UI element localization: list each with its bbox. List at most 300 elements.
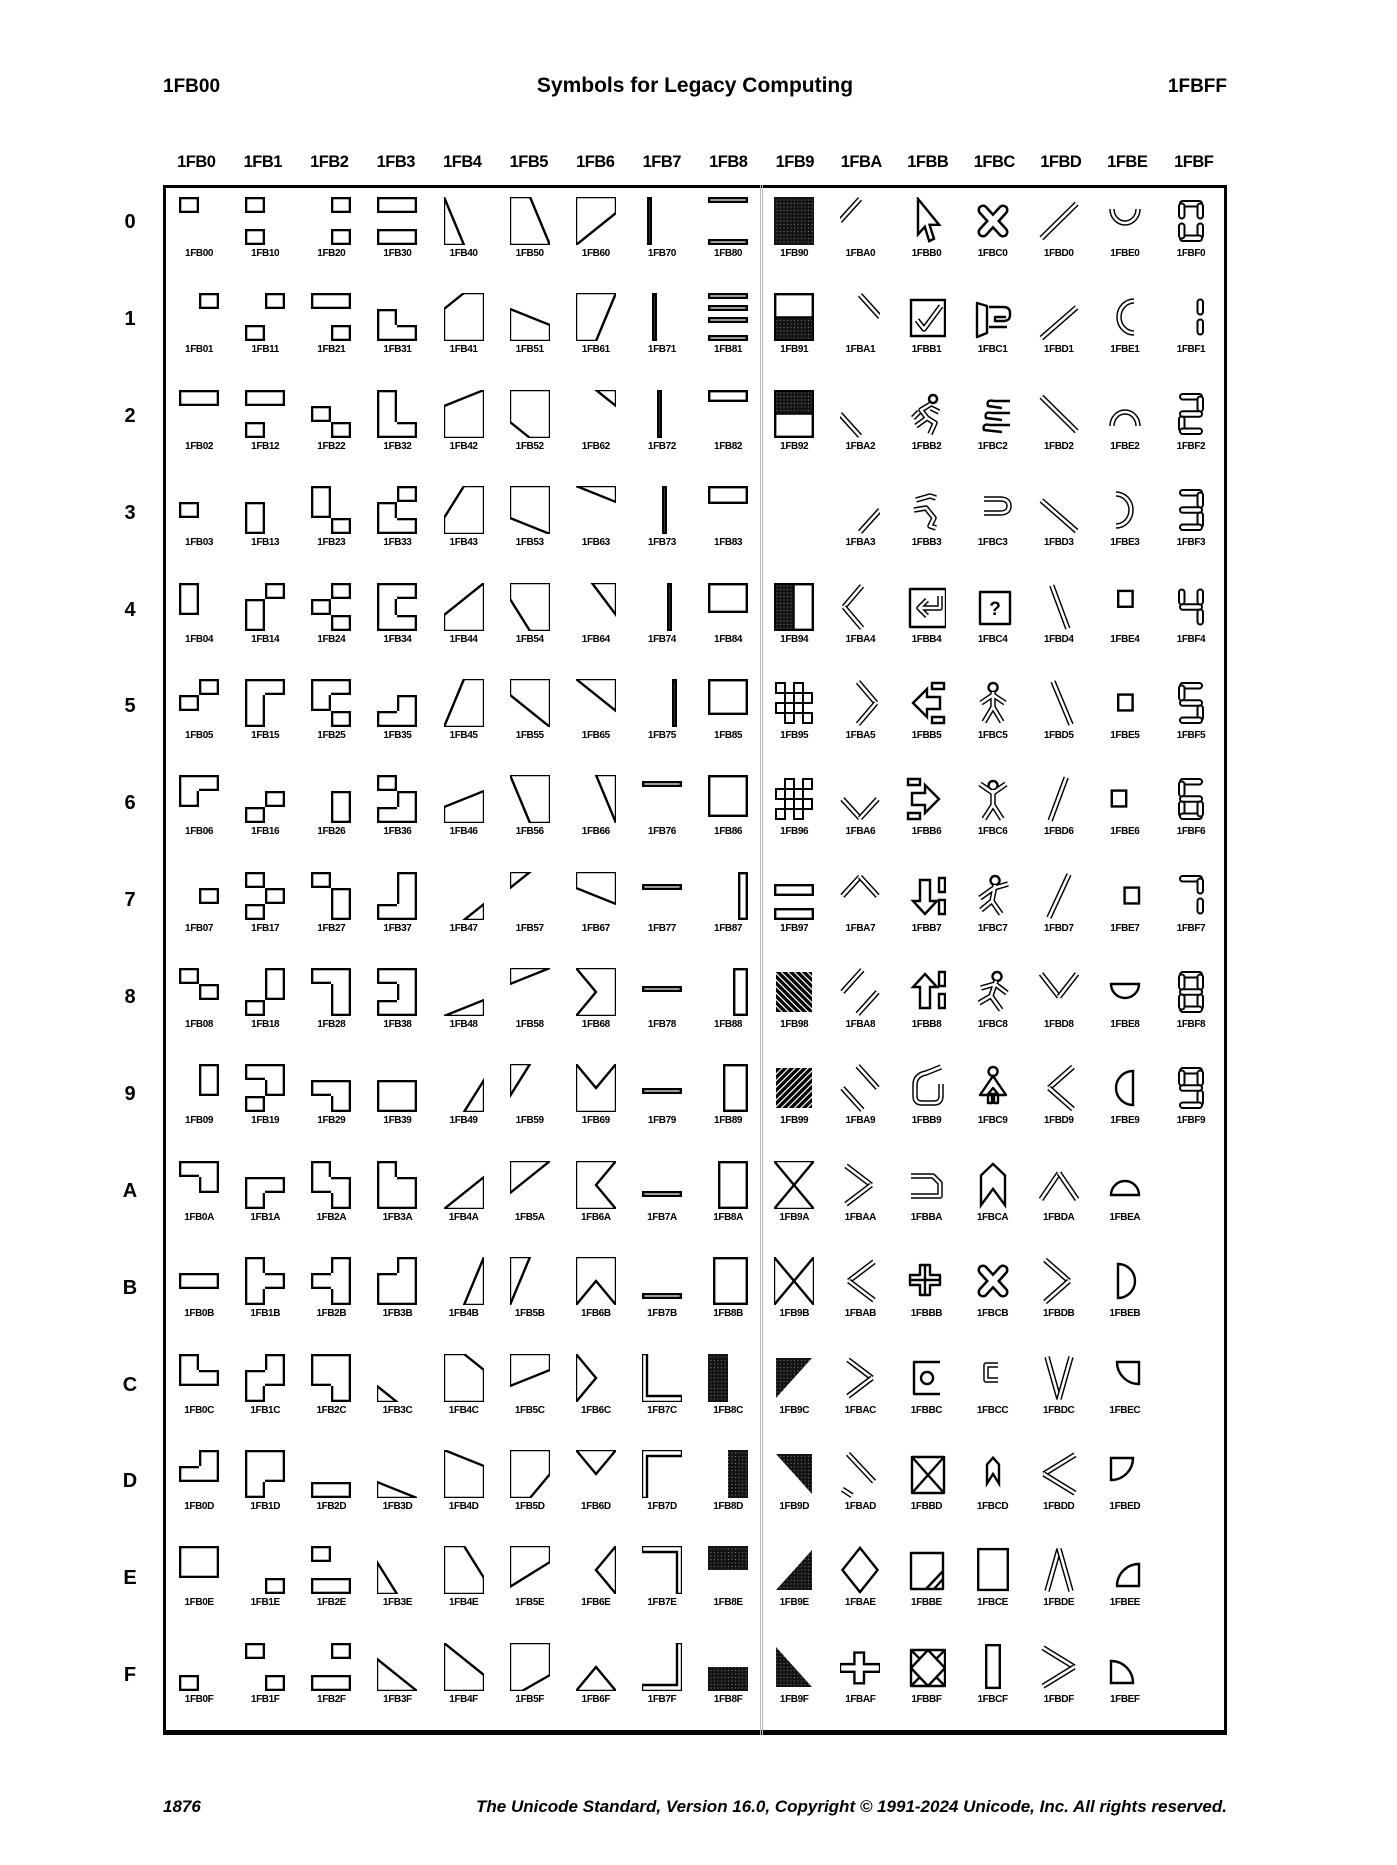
glyph bbox=[444, 1257, 484, 1305]
codepoint-label: 1FB1B bbox=[250, 1308, 281, 1320]
glyph bbox=[840, 1257, 880, 1305]
codepoint-label: 1FBF5 bbox=[1176, 729, 1206, 741]
chart-cell bbox=[166, 959, 232, 1055]
codepoint-label: 1FB01 bbox=[185, 344, 214, 356]
glyph bbox=[973, 1064, 1013, 1112]
codepoint-label: 1FBA4 bbox=[845, 633, 876, 645]
chart-cell bbox=[563, 1152, 629, 1248]
chart-cell bbox=[232, 381, 298, 477]
codepoint-label: 1FBBE bbox=[911, 1597, 942, 1609]
chart-cell bbox=[960, 1441, 1026, 1537]
row-label: 5 bbox=[124, 695, 136, 718]
chart-cell bbox=[497, 766, 563, 862]
glyph bbox=[642, 583, 682, 631]
glyph bbox=[642, 1643, 682, 1691]
chart-cell bbox=[298, 863, 364, 959]
glyph bbox=[377, 390, 417, 438]
codepoint-label: 1FB1E bbox=[250, 1597, 280, 1609]
chart-cell bbox=[695, 1152, 761, 1248]
glyph bbox=[179, 197, 219, 245]
chart-cell bbox=[298, 959, 364, 1055]
chart-cell bbox=[960, 284, 1026, 380]
chart-cell bbox=[695, 381, 761, 477]
codepoint-label: 1FBEE bbox=[1109, 1597, 1140, 1609]
glyph bbox=[245, 293, 285, 341]
chart-cell bbox=[761, 1634, 827, 1730]
chart-cell bbox=[960, 959, 1026, 1055]
chart-cell bbox=[629, 284, 695, 380]
chart-cell bbox=[166, 188, 232, 284]
codepoint-label: 1FBB9 bbox=[911, 1115, 942, 1127]
codepoint-label: 1FBA3 bbox=[845, 537, 876, 549]
glyph bbox=[179, 1354, 219, 1402]
glyph bbox=[444, 1546, 484, 1594]
glyph bbox=[906, 1354, 946, 1402]
glyph bbox=[576, 197, 616, 245]
codepoint-label: 1FB63 bbox=[581, 537, 610, 549]
codepoint-label: 1FB17 bbox=[251, 922, 280, 934]
codepoint-label: 1FB6E bbox=[581, 1597, 611, 1609]
glyph bbox=[179, 1161, 219, 1209]
codepoint-label: 1FBB2 bbox=[911, 440, 942, 452]
glyph bbox=[906, 1257, 946, 1305]
chart-cell bbox=[563, 188, 629, 284]
codepoint-label: 1FB11 bbox=[251, 344, 279, 356]
codepoint-label: 1FB1D bbox=[250, 1500, 281, 1512]
codepoint-label: 1FB89 bbox=[714, 1115, 743, 1127]
chart-cell bbox=[695, 1634, 761, 1730]
codepoint-label: 1FB76 bbox=[647, 826, 676, 838]
codepoint-label: 1FBC8 bbox=[977, 1019, 1008, 1030]
chart-cell bbox=[298, 670, 364, 766]
codepoint-label: 1FB7F bbox=[647, 1693, 677, 1705]
glyph bbox=[1105, 1450, 1145, 1498]
chart-cell bbox=[497, 959, 563, 1055]
glyph bbox=[1039, 390, 1079, 438]
codepoint-label: 1FBD3 bbox=[1043, 537, 1074, 549]
glyph bbox=[906, 775, 946, 823]
chart-cell bbox=[827, 1441, 893, 1537]
glyph bbox=[973, 583, 1013, 631]
chart-cell bbox=[629, 959, 695, 1055]
glyph bbox=[444, 775, 484, 823]
codepoint-label: 1FB60 bbox=[581, 248, 610, 259]
glyph bbox=[510, 293, 550, 341]
codepoint-label: 1FBAC bbox=[844, 1404, 876, 1416]
codepoint-label: 1FB49 bbox=[449, 1115, 478, 1127]
chart-cell bbox=[827, 188, 893, 284]
codepoint-label: 1FB23 bbox=[317, 537, 346, 549]
codepoint-label: 1FB47 bbox=[449, 922, 478, 934]
glyph bbox=[708, 486, 748, 534]
glyph bbox=[377, 1161, 417, 1209]
chart-cell bbox=[761, 477, 827, 573]
chart-title: Symbols for Legacy Computing bbox=[536, 74, 854, 97]
glyph bbox=[906, 1643, 946, 1691]
chart-cell bbox=[1158, 766, 1224, 862]
codepoint-label: 1FBB7 bbox=[911, 922, 942, 934]
chart-cell bbox=[695, 863, 761, 959]
chart-cell bbox=[629, 1441, 695, 1537]
chart-cell bbox=[1158, 1055, 1224, 1151]
codepoint-label: 1FBF3 bbox=[1176, 537, 1206, 549]
chart-cell bbox=[1092, 959, 1158, 1055]
glyph bbox=[774, 1546, 814, 1594]
codepoint-label: 1FBCF bbox=[977, 1693, 1008, 1705]
codepoint-label: 1FB5E bbox=[515, 1597, 545, 1609]
codepoint-label: 1FB30 bbox=[383, 248, 412, 259]
codepoint-label: 1FB74 bbox=[647, 633, 676, 645]
glyph bbox=[840, 486, 880, 534]
chart-cell bbox=[960, 1345, 1026, 1441]
chart-cell bbox=[893, 1248, 959, 1344]
chart-cell bbox=[298, 1152, 364, 1248]
chart-cell bbox=[695, 766, 761, 862]
column-header: 1FB1 bbox=[243, 153, 282, 171]
glyph bbox=[840, 1643, 880, 1691]
chart-cell bbox=[298, 284, 364, 380]
codepoint-label: 1FB34 bbox=[383, 633, 412, 645]
chart-cell bbox=[166, 1441, 232, 1537]
chart-cell bbox=[1158, 670, 1224, 766]
glyph bbox=[1171, 390, 1211, 438]
chart-cell bbox=[298, 1537, 364, 1633]
glyph bbox=[377, 583, 417, 631]
codepoint-label: 1FB77 bbox=[647, 922, 676, 934]
glyph bbox=[1105, 1161, 1145, 1209]
chart-cell bbox=[695, 1345, 761, 1441]
codepoint-label: 1FB5B bbox=[514, 1308, 545, 1320]
codepoint-label: 1FBA7 bbox=[845, 922, 876, 934]
glyph bbox=[774, 390, 814, 438]
chart-cell bbox=[431, 863, 497, 959]
glyph bbox=[510, 1546, 550, 1594]
glyph bbox=[1039, 583, 1079, 631]
glyph bbox=[906, 679, 946, 727]
glyph bbox=[179, 1257, 219, 1305]
glyph bbox=[1105, 1643, 1145, 1691]
codepoint-label: 1FB87 bbox=[714, 922, 743, 934]
chart-cell bbox=[232, 477, 298, 573]
glyph bbox=[708, 293, 748, 341]
glyph bbox=[708, 872, 748, 920]
column-header: 1FB5 bbox=[509, 153, 548, 171]
chart-cell bbox=[431, 188, 497, 284]
codepoint-label: 1FB2E bbox=[316, 1597, 346, 1609]
glyph bbox=[377, 1354, 417, 1402]
row-label: F bbox=[123, 1664, 137, 1687]
codepoint-label: 1FB64 bbox=[581, 633, 610, 645]
chart-cell bbox=[893, 670, 959, 766]
glyph bbox=[774, 1161, 814, 1209]
codepoint-label: 1FBCA bbox=[976, 1211, 1009, 1223]
chart-cell bbox=[893, 863, 959, 959]
glyph bbox=[377, 679, 417, 727]
glyph bbox=[1171, 775, 1211, 823]
chart-cell bbox=[497, 1634, 563, 1730]
chart-cell bbox=[695, 1537, 761, 1633]
glyph bbox=[510, 1257, 550, 1305]
codepoint-label: 1FB66 bbox=[581, 826, 610, 838]
glyph bbox=[1039, 872, 1079, 920]
codepoint-label: 1FB70 bbox=[647, 248, 676, 259]
chart-cell bbox=[364, 381, 430, 477]
glyph bbox=[840, 679, 880, 727]
codepoint-label: 1FB16 bbox=[251, 826, 280, 838]
chart-cell bbox=[364, 766, 430, 862]
glyph bbox=[708, 1257, 748, 1305]
codepoint-label: 1FB55 bbox=[515, 729, 544, 741]
codepoint-label: 1FB79 bbox=[647, 1115, 676, 1127]
chart-cell bbox=[1026, 574, 1092, 670]
chart-cell bbox=[232, 1634, 298, 1730]
chart-cell bbox=[364, 188, 430, 284]
chart-cell bbox=[1158, 1441, 1224, 1537]
glyph bbox=[973, 1161, 1013, 1209]
page-end-code: 1FBFF bbox=[1167, 76, 1227, 97]
codepoint-label: 1FBC4 bbox=[977, 633, 1008, 645]
codepoint-label: 1FBE9 bbox=[1110, 1115, 1140, 1127]
chart-cell bbox=[1158, 1634, 1224, 1730]
codepoint-label: 1FB12 bbox=[251, 440, 280, 452]
chart-cell bbox=[364, 959, 430, 1055]
chart-cell bbox=[827, 477, 893, 573]
glyph bbox=[1039, 1161, 1079, 1209]
chart-cell bbox=[1092, 1537, 1158, 1633]
codepoint-label: 1FBA8 bbox=[845, 1019, 876, 1030]
glyph bbox=[642, 1546, 682, 1594]
glyph bbox=[510, 1161, 550, 1209]
chart-cell bbox=[563, 477, 629, 573]
codepoint-label: 1FB44 bbox=[449, 633, 478, 645]
codepoint-label: 1FBAE bbox=[844, 1597, 876, 1609]
chart-cell bbox=[431, 1441, 497, 1537]
chart-cell bbox=[166, 1537, 232, 1633]
glyph bbox=[377, 775, 417, 823]
chart-cell bbox=[166, 381, 232, 477]
glyph bbox=[1105, 390, 1145, 438]
glyph bbox=[510, 1354, 550, 1402]
chart-cell bbox=[1092, 574, 1158, 670]
chart-cell bbox=[497, 188, 563, 284]
column-header: 1FBC bbox=[973, 153, 1015, 171]
chart-cell bbox=[761, 574, 827, 670]
chart-cell bbox=[232, 670, 298, 766]
glyph bbox=[179, 583, 219, 631]
chart-cell bbox=[232, 188, 298, 284]
chart-cell bbox=[497, 1345, 563, 1441]
chart-cell bbox=[431, 477, 497, 573]
chart-cell bbox=[960, 574, 1026, 670]
glyph bbox=[973, 293, 1013, 341]
glyph bbox=[1105, 197, 1145, 245]
glyph bbox=[708, 1546, 748, 1594]
glyph bbox=[311, 390, 351, 438]
glyph bbox=[906, 583, 946, 631]
glyph bbox=[510, 197, 550, 245]
codepoint-label: 1FB27 bbox=[317, 922, 346, 934]
chart-cell bbox=[893, 381, 959, 477]
glyph bbox=[377, 293, 417, 341]
chart-cell bbox=[497, 381, 563, 477]
glyph bbox=[1171, 583, 1211, 631]
glyph bbox=[377, 486, 417, 534]
chart-cell bbox=[1158, 959, 1224, 1055]
column-header: 1FB0 bbox=[177, 153, 216, 171]
codepoint-label: 1FB69 bbox=[581, 1115, 610, 1127]
chart-cell bbox=[893, 1152, 959, 1248]
chart-cell bbox=[960, 766, 1026, 862]
chart-cell bbox=[695, 188, 761, 284]
codepoint-label: 1FBE4 bbox=[1110, 633, 1140, 645]
codepoint-label: 1FBCC bbox=[976, 1404, 1009, 1416]
glyph bbox=[906, 1450, 946, 1498]
codepoint-label: 1FBD8 bbox=[1043, 1019, 1074, 1030]
chart-cell bbox=[629, 766, 695, 862]
glyph bbox=[576, 486, 616, 534]
chart-cell bbox=[431, 1055, 497, 1151]
row-label: 6 bbox=[124, 792, 136, 815]
glyph bbox=[774, 679, 814, 727]
chart-cell bbox=[431, 670, 497, 766]
glyph bbox=[708, 1161, 748, 1209]
chart-cell bbox=[761, 670, 827, 766]
chart-cell bbox=[960, 1055, 1026, 1151]
chart-cell bbox=[827, 766, 893, 862]
row-label: A bbox=[122, 1179, 138, 1202]
codepoint-label: 1FBF7 bbox=[1176, 922, 1206, 934]
codepoint-label: 1FB38 bbox=[383, 1019, 412, 1030]
codepoint-label: 1FBAF bbox=[845, 1693, 876, 1705]
glyph bbox=[245, 1257, 285, 1305]
glyph bbox=[774, 1643, 814, 1691]
glyph bbox=[774, 1257, 814, 1305]
codepoint-label: 1FBA5 bbox=[845, 729, 876, 741]
glyph bbox=[179, 293, 219, 341]
codepoint-label: 1FB24 bbox=[317, 633, 346, 645]
glyph bbox=[774, 293, 814, 341]
chart-cell bbox=[893, 1055, 959, 1151]
chart-cell bbox=[960, 670, 1026, 766]
codepoint-label: 1FB78 bbox=[647, 1019, 676, 1030]
chart-cell bbox=[629, 1152, 695, 1248]
chart-cell bbox=[298, 188, 364, 284]
codepoint-label: 1FB7B bbox=[647, 1308, 677, 1320]
codepoint-label: 1FB4F bbox=[449, 1693, 478, 1705]
codepoint-label: 1FB29 bbox=[317, 1115, 346, 1127]
glyph bbox=[576, 1450, 616, 1498]
chart-cell bbox=[629, 670, 695, 766]
chart-cell bbox=[166, 766, 232, 862]
codepoint-label: 1FB21 bbox=[317, 344, 346, 356]
codepoint-label: 1FB18 bbox=[251, 1019, 280, 1030]
codepoint-label: 1FB9D bbox=[779, 1500, 810, 1512]
glyph bbox=[444, 1450, 484, 1498]
chart-cell bbox=[563, 1441, 629, 1537]
chart-cell bbox=[827, 1152, 893, 1248]
chart-cell bbox=[364, 863, 430, 959]
codepoint-label: 1FBC0 bbox=[977, 248, 1008, 259]
codepoint-label: 1FB9F bbox=[779, 1693, 809, 1705]
glyph bbox=[311, 679, 351, 727]
chart-cell bbox=[1026, 188, 1092, 284]
column-header: 1FB4 bbox=[443, 153, 482, 171]
chart-cell bbox=[893, 574, 959, 670]
glyph bbox=[708, 968, 748, 1016]
glyph bbox=[576, 1161, 616, 1209]
page-start-code: 1FB00 bbox=[163, 76, 221, 97]
glyph bbox=[576, 968, 616, 1016]
glyph bbox=[1039, 1257, 1079, 1305]
codepoint-label: 1FB98 bbox=[780, 1019, 809, 1030]
codepoint-label: 1FB57 bbox=[515, 922, 544, 934]
glyph bbox=[840, 1161, 880, 1209]
codepoint-label: 1FB35 bbox=[383, 729, 412, 741]
glyph bbox=[510, 486, 550, 534]
codepoint-label: 1FB19 bbox=[251, 1115, 280, 1127]
codepoint-label: 1FB3D bbox=[382, 1500, 413, 1512]
column-header: 1FB9 bbox=[775, 153, 814, 171]
codepoint-label: 1FB7C bbox=[647, 1404, 677, 1416]
glyph bbox=[774, 775, 814, 823]
glyph bbox=[1039, 1643, 1079, 1691]
chart-cell bbox=[960, 1537, 1026, 1633]
glyph bbox=[245, 1064, 285, 1112]
codepoint-label: 1FB84 bbox=[714, 633, 743, 645]
chart-cell bbox=[827, 863, 893, 959]
glyph bbox=[311, 197, 351, 245]
codepoint-label: 1FB03 bbox=[185, 537, 214, 549]
glyph bbox=[840, 197, 880, 245]
glyph bbox=[179, 486, 219, 534]
chart-cell bbox=[563, 1345, 629, 1441]
glyph bbox=[245, 1546, 285, 1594]
codepoint-label: 1FB15 bbox=[251, 729, 280, 741]
chart-cell bbox=[1092, 1055, 1158, 1151]
row-label: 4 bbox=[124, 598, 136, 621]
chart-cell bbox=[364, 574, 430, 670]
codepoint-label: 1FB3C bbox=[382, 1404, 413, 1416]
codepoint-label: 1FB65 bbox=[581, 729, 610, 741]
glyph bbox=[973, 197, 1013, 245]
glyph bbox=[245, 1643, 285, 1691]
codepoint-label: 1FB42 bbox=[449, 440, 478, 452]
row-label: 7 bbox=[124, 889, 136, 912]
codepoint-label: 1FB50 bbox=[515, 248, 544, 259]
chart-cell bbox=[629, 1634, 695, 1730]
codepoint-label: 1FB51 bbox=[515, 344, 544, 356]
glyph bbox=[576, 1643, 616, 1691]
chart-cell bbox=[960, 381, 1026, 477]
codepoint-label: 1FBDB bbox=[1043, 1308, 1075, 1320]
chart-cell bbox=[827, 1055, 893, 1151]
glyph bbox=[708, 775, 748, 823]
chart-cell bbox=[1158, 381, 1224, 477]
glyph bbox=[311, 583, 351, 631]
glyph bbox=[179, 1450, 219, 1498]
codepoint-label: 1FBF8 bbox=[1176, 1019, 1206, 1030]
codepoint-label: 1FBEB bbox=[1109, 1308, 1141, 1320]
glyph bbox=[311, 486, 351, 534]
chart-cell bbox=[563, 284, 629, 380]
glyph bbox=[906, 486, 946, 534]
chart-cell bbox=[1026, 1345, 1092, 1441]
chart-cell bbox=[1092, 670, 1158, 766]
codepoint-label: 1FB2A bbox=[316, 1211, 347, 1223]
codepoint-label: 1FBBD bbox=[910, 1500, 943, 1512]
glyph bbox=[774, 968, 814, 1016]
codepoint-label: 1FBC5 bbox=[977, 729, 1008, 741]
